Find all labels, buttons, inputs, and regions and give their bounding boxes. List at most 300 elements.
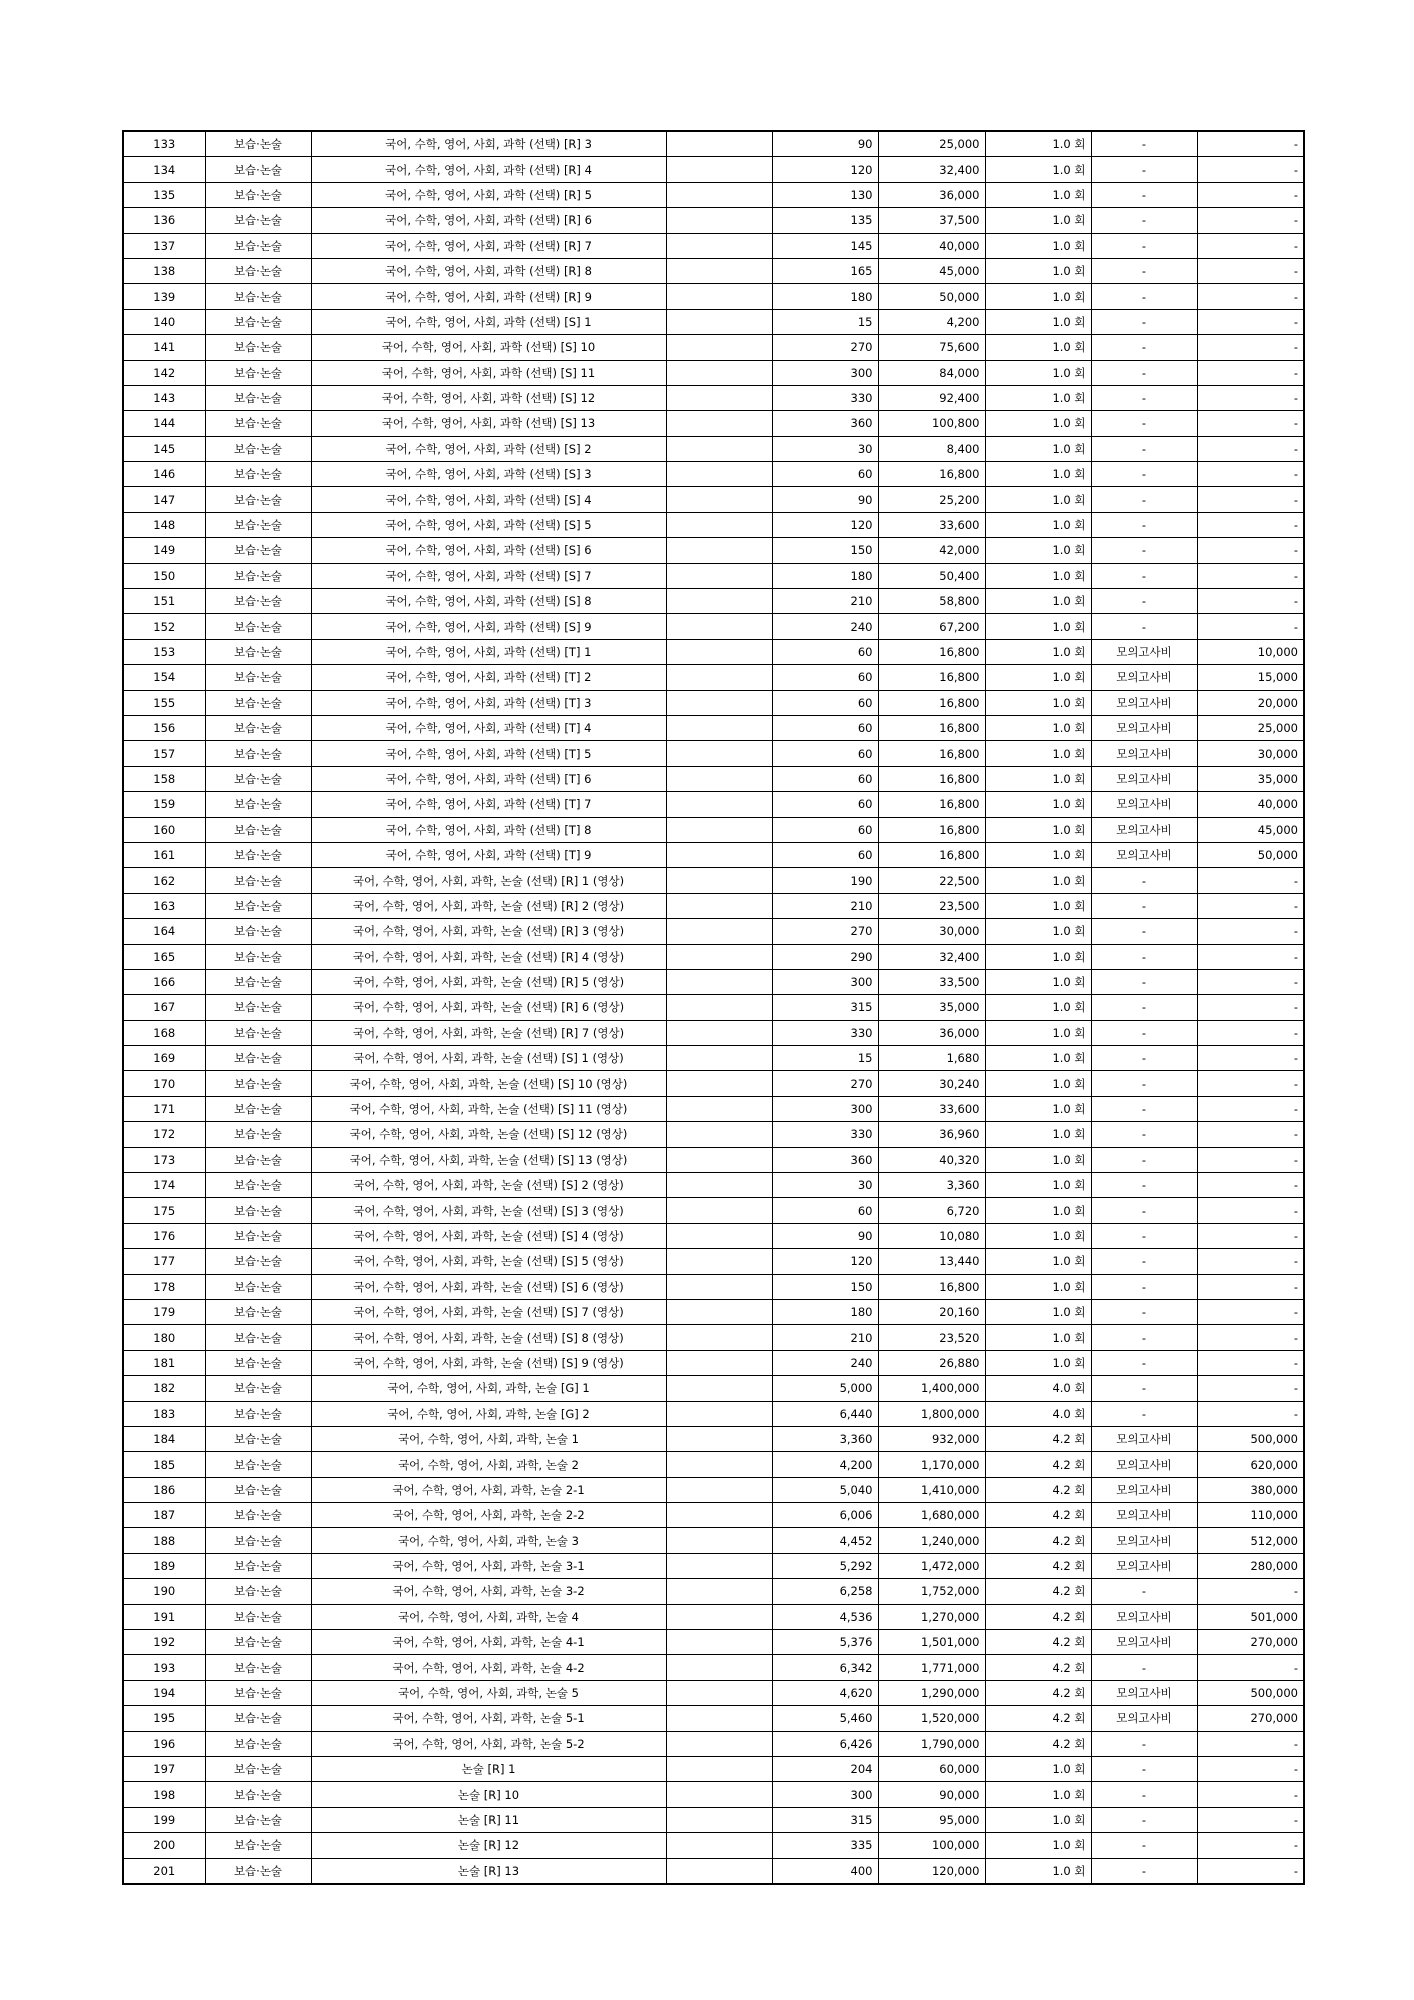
category-cell: 보습·논술 [205,665,311,690]
table-row [123,1046,1304,1071]
blank-cell [666,1249,772,1274]
row-number-cell: 182 [123,1376,205,1401]
frequency-cell: 4.2 회 [985,1680,1091,1705]
minutes-cell: 360 [772,411,878,436]
extra-fee-type-cell: - [1091,385,1197,410]
row-number-cell: 149 [123,538,205,563]
frequency-cell: 1.0 회 [985,157,1091,182]
blank-cell [666,1122,772,1147]
table-row [123,1757,1304,1782]
course-name-cell: 국어, 수학, 영어, 사회, 과학 (선택) [S] 9 [311,614,666,639]
table-row [123,512,1304,537]
row-number-cell: 175 [123,1198,205,1223]
fee-cell: 50,400 [878,563,985,588]
blank-cell [666,715,772,740]
category-cell: 보습·논술 [205,1731,311,1756]
extra-fee-type-cell: - [1091,360,1197,385]
minutes-cell: 315 [772,995,878,1020]
extra-fee-type-cell: - [1091,589,1197,614]
category-cell: 보습·논술 [205,284,311,309]
extra-fee-type-cell: - [1091,182,1197,207]
frequency-cell: 4.2 회 [985,1426,1091,1451]
category-cell: 보습·논술 [205,1376,311,1401]
blank-cell [666,284,772,309]
table-row [123,1807,1304,1832]
category-cell: 보습·논술 [205,258,311,283]
frequency-cell: 1.0 회 [985,1096,1091,1121]
category-cell: 보습·논술 [205,1198,311,1223]
fee-cell: 1,680 [878,1046,985,1071]
course-name-cell: 국어, 수학, 영어, 사회, 과학, 논술 (선택) [S] 6 (영상) [311,1274,666,1299]
frequency-cell: 4.2 회 [985,1452,1091,1477]
course-name-cell: 국어, 수학, 영어, 사회, 과학, 논술 4 [311,1604,666,1629]
extra-fee-type-cell: - [1091,919,1197,944]
fee-cell: 10,080 [878,1223,985,1248]
fee-cell: 16,800 [878,1274,985,1299]
blank-cell [666,792,772,817]
table-row [123,360,1304,385]
blank-cell [666,1630,772,1655]
row-number-cell: 163 [123,893,205,918]
extra-fee-cell: - [1197,1807,1304,1832]
course-name-cell: 국어, 수학, 영어, 사회, 과학, 논술 [G] 2 [311,1401,666,1426]
course-name-cell: 국어, 수학, 영어, 사회, 과학, 논술 (선택) [S] 8 (영상) [311,1325,666,1350]
extra-fee-type-cell: 모의고사비 [1091,1503,1197,1528]
course-name-cell: 논술 [R] 1 [311,1757,666,1782]
category-cell: 보습·논술 [205,182,311,207]
extra-fee-type-cell: - [1091,1071,1197,1096]
extra-fee-cell: 270,000 [1197,1706,1304,1731]
course-name-cell: 국어, 수학, 영어, 사회, 과학, 논술 (선택) [R] 4 (영상) [311,944,666,969]
extra-fee-cell: - [1197,1325,1304,1350]
category-cell: 보습·논술 [205,436,311,461]
extra-fee-type-cell: - [1091,614,1197,639]
category-cell: 보습·논술 [205,969,311,994]
extra-fee-cell: - [1197,208,1304,233]
category-cell: 보습·논술 [205,842,311,867]
blank-cell [666,1604,772,1629]
extra-fee-cell: - [1197,1782,1304,1807]
extra-fee-type-cell: - [1091,1807,1197,1832]
fee-cell: 30,000 [878,919,985,944]
table-row [123,1731,1304,1756]
blank-cell [666,411,772,436]
blank-cell [666,969,772,994]
blank-cell [666,1299,772,1324]
row-number-cell: 168 [123,1020,205,1045]
frequency-cell: 1.0 회 [985,563,1091,588]
blank-cell [666,512,772,537]
category-cell: 보습·논술 [205,792,311,817]
blank-cell [666,335,772,360]
category-cell: 보습·논술 [205,1782,311,1807]
row-number-cell: 154 [123,665,205,690]
category-cell: 보습·논술 [205,208,311,233]
row-number-cell: 139 [123,284,205,309]
minutes-cell: 120 [772,1249,878,1274]
blank-cell [666,817,772,842]
course-name-cell: 국어, 수학, 영어, 사회, 과학, 논술 (선택) [S] 1 (영상) [311,1046,666,1071]
extra-fee-cell: - [1197,1376,1304,1401]
minutes-cell: 210 [772,589,878,614]
blank-cell [666,1274,772,1299]
row-number-cell: 166 [123,969,205,994]
fee-cell: 13,440 [878,1249,985,1274]
category-cell: 보습·논술 [205,1147,311,1172]
frequency-cell: 1.0 회 [985,538,1091,563]
extra-fee-type-cell: 모의고사비 [1091,639,1197,664]
course-name-cell: 국어, 수학, 영어, 사회, 과학, 논술 (선택) [S] 3 (영상) [311,1198,666,1223]
extra-fee-cell: 500,000 [1197,1680,1304,1705]
fee-cell: 1,290,000 [878,1680,985,1705]
course-name-cell: 국어, 수학, 영어, 사회, 과학, 논술 (선택) [S] 13 (영상) [311,1147,666,1172]
frequency-cell: 1.0 회 [985,639,1091,664]
course-name-cell: 논술 [R] 11 [311,1807,666,1832]
extra-fee-type-cell: 모의고사비 [1091,665,1197,690]
course-name-cell: 국어, 수학, 영어, 사회, 과학, 논술 2-2 [311,1503,666,1528]
frequency-cell: 1.0 회 [985,944,1091,969]
fee-cell: 16,800 [878,462,985,487]
fee-cell: 84,000 [878,360,985,385]
category-cell: 보습·논술 [205,1604,311,1629]
extra-fee-type-cell: - [1091,258,1197,283]
course-name-cell: 국어, 수학, 영어, 사회, 과학 (선택) [R] 4 [311,157,666,182]
row-number-cell: 198 [123,1782,205,1807]
row-number-cell: 150 [123,563,205,588]
frequency-cell: 4.2 회 [985,1630,1091,1655]
fee-cell: 1,270,000 [878,1604,985,1629]
frequency-cell: 1.0 회 [985,182,1091,207]
blank-cell [666,1528,772,1553]
extra-fee-cell: - [1197,614,1304,639]
blank-cell [666,944,772,969]
table-row [123,842,1304,867]
extra-fee-type-cell: 모의고사비 [1091,842,1197,867]
minutes-cell: 180 [772,284,878,309]
course-name-cell: 국어, 수학, 영어, 사회, 과학 (선택) [T] 6 [311,766,666,791]
minutes-cell: 330 [772,385,878,410]
blank-cell [666,309,772,334]
row-number-cell: 196 [123,1731,205,1756]
category-cell: 보습·논술 [205,309,311,334]
row-number-cell: 185 [123,1452,205,1477]
fee-table-body [123,131,1304,1884]
frequency-cell: 1.0 회 [985,792,1091,817]
table-row [123,1020,1304,1045]
row-number-cell: 193 [123,1655,205,1680]
minutes-cell: 5,292 [772,1553,878,1578]
blank-cell [666,1807,772,1832]
row-number-cell: 181 [123,1350,205,1375]
fee-cell: 90,000 [878,1782,985,1807]
frequency-cell: 1.0 회 [985,1147,1091,1172]
blank-cell [666,1173,772,1198]
fee-cell: 40,320 [878,1147,985,1172]
category-cell: 보습·논술 [205,817,311,842]
minutes-cell: 5,040 [772,1477,878,1502]
course-name-cell: 국어, 수학, 영어, 사회, 과학 (선택) [T] 2 [311,665,666,690]
category-cell: 보습·논술 [205,1757,311,1782]
row-number-cell: 146 [123,462,205,487]
course-name-cell: 국어, 수학, 영어, 사회, 과학 (선택) [R] 3 [311,131,666,157]
frequency-cell: 4.2 회 [985,1553,1091,1578]
category-cell: 보습·논술 [205,1503,311,1528]
extra-fee-cell: - [1197,487,1304,512]
extra-fee-type-cell: 모의고사비 [1091,766,1197,791]
minutes-cell: 300 [772,1096,878,1121]
frequency-cell: 4.0 회 [985,1376,1091,1401]
course-name-cell: 국어, 수학, 영어, 사회, 과학, 논술 (선택) [S] 5 (영상) [311,1249,666,1274]
row-number-cell: 201 [123,1858,205,1884]
course-name-cell: 국어, 수학, 영어, 사회, 과학, 논술 4-2 [311,1655,666,1680]
fee-cell: 16,800 [878,665,985,690]
fee-cell: 16,800 [878,817,985,842]
category-cell: 보습·논술 [205,614,311,639]
frequency-cell: 1.0 회 [985,233,1091,258]
category-cell: 보습·논술 [205,893,311,918]
minutes-cell: 330 [772,1122,878,1147]
minutes-cell: 135 [772,208,878,233]
row-number-cell: 143 [123,385,205,410]
extra-fee-type-cell: - [1091,411,1197,436]
row-number-cell: 135 [123,182,205,207]
minutes-cell: 180 [772,1299,878,1324]
extra-fee-type-cell: - [1091,944,1197,969]
blank-cell [666,1731,772,1756]
category-cell: 보습·논술 [205,1299,311,1324]
minutes-cell: 6,426 [772,1731,878,1756]
extra-fee-type-cell: - [1091,1249,1197,1274]
minutes-cell: 180 [772,563,878,588]
blank-cell [666,639,772,664]
table-row [123,995,1304,1020]
row-number-cell: 145 [123,436,205,461]
blank-cell [666,1706,772,1731]
category-cell: 보습·논술 [205,1528,311,1553]
row-number-cell: 189 [123,1553,205,1578]
minutes-cell: 6,258 [772,1579,878,1604]
frequency-cell: 1.0 회 [985,1198,1091,1223]
blank-cell [666,157,772,182]
fee-cell: 23,500 [878,893,985,918]
blank-cell [666,233,772,258]
minutes-cell: 60 [772,690,878,715]
blank-cell [666,563,772,588]
row-number-cell: 167 [123,995,205,1020]
category-cell: 보습·논술 [205,639,311,664]
blank-cell [666,1579,772,1604]
course-name-cell: 국어, 수학, 영어, 사회, 과학, 논술 [G] 1 [311,1376,666,1401]
table-row [123,1198,1304,1223]
minutes-cell: 60 [772,639,878,664]
frequency-cell: 1.0 회 [985,1223,1091,1248]
course-name-cell: 국어, 수학, 영어, 사회, 과학 (선택) [S] 3 [311,462,666,487]
extra-fee-type-cell: - [1091,1046,1197,1071]
fee-cell: 25,200 [878,487,985,512]
course-name-cell: 논술 [R] 13 [311,1858,666,1884]
extra-fee-type-cell: - [1091,1757,1197,1782]
frequency-cell: 4.2 회 [985,1731,1091,1756]
extra-fee-cell: - [1197,1096,1304,1121]
table-row [123,1477,1304,1502]
extra-fee-cell: - [1197,1274,1304,1299]
table-row [123,919,1304,944]
fee-cell: 60,000 [878,1757,985,1782]
row-number-cell: 165 [123,944,205,969]
category-cell: 보습·논술 [205,563,311,588]
fee-cell: 4,200 [878,309,985,334]
frequency-cell: 1.0 회 [985,1173,1091,1198]
row-number-cell: 184 [123,1426,205,1451]
course-name-cell: 국어, 수학, 영어, 사회, 과학, 논술 (선택) [R] 5 (영상) [311,969,666,994]
blank-cell [666,1477,772,1502]
row-number-cell: 192 [123,1630,205,1655]
minutes-cell: 290 [772,944,878,969]
extra-fee-type-cell: 모의고사비 [1091,1528,1197,1553]
table-row [123,1376,1304,1401]
table-row [123,589,1304,614]
category-cell: 보습·논술 [205,512,311,537]
row-number-cell: 195 [123,1706,205,1731]
table-row [123,233,1304,258]
frequency-cell: 4.2 회 [985,1706,1091,1731]
table-row [123,614,1304,639]
category-cell: 보습·논술 [205,1401,311,1426]
fee-cell: 32,400 [878,944,985,969]
row-number-cell: 174 [123,1173,205,1198]
frequency-cell: 1.0 회 [985,284,1091,309]
course-name-cell: 국어, 수학, 영어, 사회, 과학, 논술 (선택) [S] 12 (영상) [311,1122,666,1147]
extra-fee-cell: - [1197,995,1304,1020]
row-number-cell: 183 [123,1401,205,1426]
extra-fee-cell: - [1197,411,1304,436]
course-name-cell: 국어, 수학, 영어, 사회, 과학 (선택) [R] 8 [311,258,666,283]
row-number-cell: 144 [123,411,205,436]
fee-cell: 95,000 [878,1807,985,1832]
row-number-cell: 191 [123,1604,205,1629]
category-cell: 보습·논술 [205,1833,311,1858]
minutes-cell: 120 [772,512,878,537]
blank-cell [666,1452,772,1477]
table-row [123,690,1304,715]
table-row [123,1680,1304,1705]
extra-fee-cell: - [1197,1249,1304,1274]
row-number-cell: 159 [123,792,205,817]
extra-fee-type-cell: - [1091,1376,1197,1401]
table-row [123,335,1304,360]
table-row [123,1426,1304,1451]
table-row [123,741,1304,766]
extra-fee-cell: - [1197,1198,1304,1223]
course-name-cell: 국어, 수학, 영어, 사회, 과학 (선택) [S] 1 [311,309,666,334]
extra-fee-type-cell: - [1091,1096,1197,1121]
extra-fee-type-cell: - [1091,1299,1197,1324]
minutes-cell: 120 [772,157,878,182]
row-number-cell: 156 [123,715,205,740]
frequency-cell: 1.0 회 [985,487,1091,512]
blank-cell [666,741,772,766]
fee-cell: 45,000 [878,258,985,283]
category-cell: 보습·논술 [205,1173,311,1198]
row-number-cell: 187 [123,1503,205,1528]
frequency-cell: 1.0 회 [985,614,1091,639]
blank-cell [666,1401,772,1426]
course-name-cell: 국어, 수학, 영어, 사회, 과학, 논술 (선택) [R] 2 (영상) [311,893,666,918]
extra-fee-cell: 15,000 [1197,665,1304,690]
extra-fee-cell: - [1197,233,1304,258]
category-cell: 보습·논술 [205,1223,311,1248]
fee-cell: 3,360 [878,1173,985,1198]
extra-fee-cell: - [1197,893,1304,918]
category-cell: 보습·논술 [205,385,311,410]
extra-fee-cell: - [1197,1299,1304,1324]
category-cell: 보습·논술 [205,538,311,563]
blank-cell [666,436,772,461]
table-row [123,182,1304,207]
frequency-cell: 1.0 회 [985,715,1091,740]
fee-cell: 30,240 [878,1071,985,1096]
minutes-cell: 15 [772,1046,878,1071]
row-number-cell: 152 [123,614,205,639]
fee-cell: 16,800 [878,715,985,740]
extra-fee-type-cell: - [1091,995,1197,1020]
frequency-cell: 1.0 회 [985,1122,1091,1147]
fee-cell: 1,800,000 [878,1401,985,1426]
blank-cell [666,1503,772,1528]
blank-cell [666,1858,772,1884]
extra-fee-type-cell: - [1091,1655,1197,1680]
extra-fee-type-cell: 모의고사비 [1091,715,1197,740]
fee-cell: 33,500 [878,969,985,994]
extra-fee-type-cell: - [1091,462,1197,487]
frequency-cell: 1.0 회 [985,842,1091,867]
category-cell: 보습·논술 [205,741,311,766]
row-number-cell: 153 [123,639,205,664]
fee-cell: 1,680,000 [878,1503,985,1528]
extra-fee-cell: - [1197,1173,1304,1198]
minutes-cell: 4,452 [772,1528,878,1553]
row-number-cell: 158 [123,766,205,791]
extra-fee-type-cell: - [1091,1198,1197,1223]
frequency-cell: 1.0 회 [985,1350,1091,1375]
table-row [123,1096,1304,1121]
frequency-cell: 1.0 회 [985,690,1091,715]
extra-fee-cell: - [1197,1223,1304,1248]
fee-cell: 32,400 [878,157,985,182]
minutes-cell: 4,200 [772,1452,878,1477]
blank-cell [666,665,772,690]
extra-fee-cell: - [1197,436,1304,461]
minutes-cell: 90 [772,487,878,512]
fee-cell: 120,000 [878,1858,985,1884]
frequency-cell: 1.0 회 [985,1274,1091,1299]
table-row [123,1299,1304,1324]
extra-fee-type-cell: - [1091,1833,1197,1858]
minutes-cell: 6,440 [772,1401,878,1426]
blank-cell [666,1198,772,1223]
extra-fee-cell: - [1197,1655,1304,1680]
blank-cell [666,487,772,512]
category-cell: 보습·논술 [205,1630,311,1655]
extra-fee-cell: 25,000 [1197,715,1304,740]
extra-fee-type-cell: - [1091,893,1197,918]
minutes-cell: 210 [772,893,878,918]
extra-fee-type-cell: - [1091,1350,1197,1375]
row-number-cell: 138 [123,258,205,283]
row-number-cell: 136 [123,208,205,233]
category-cell: 보습·논술 [205,157,311,182]
fee-cell: 37,500 [878,208,985,233]
